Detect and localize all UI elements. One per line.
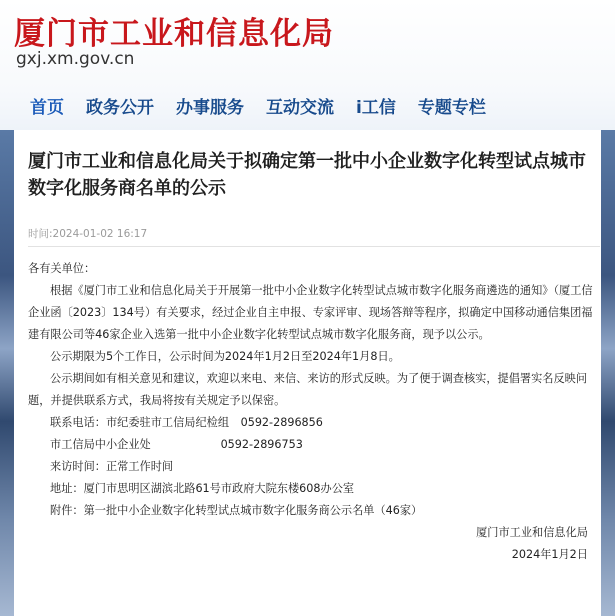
divider <box>28 246 600 247</box>
contact-line-2 <box>28 434 594 456</box>
nav-item-i-gongxin[interactable]: i工信 <box>356 98 396 118</box>
address: 地址：厦门市思明区湖滨北路61号市政府大院东楼608办公室 <box>50 482 355 495</box>
signature-date: 2024年1月2日 <box>511 548 588 561</box>
site-domain: gxj.xm.gov.cn <box>16 49 135 69</box>
paragraph-basis: 根据《厦门市工业和信息化局关于开展第一批中小企业数字化转型试点城市数字化服务商遴选的通知》（厦工信企业函〔2023〕134号）有关要求，经过企业自主申报、专家评审、现场答辩等程序，拟确定中国移动通信集团福建有限公司等46家企业入选第一批中小企业数字化转型试点城市数字化服务商，现予以公示。 <box>28 284 593 341</box>
nav-item-services[interactable]: 办事服务 <box>176 98 244 118</box>
nav-item-home[interactable]: 首页 <box>30 98 64 118</box>
article-body <box>28 258 594 566</box>
signature-org: 厦门市工业和信息化局 <box>476 526 588 539</box>
contact-1-phone: 0592-2896856 <box>240 416 323 429</box>
site-header <box>0 0 615 130</box>
paragraph-period: 公示期限为5个工作日，公示时间为2024年1月2日至2024年1月8日。 <box>50 350 400 363</box>
salutation: 各有关单位： <box>28 262 96 275</box>
contact-2-label: 市工信局中小企业处 <box>50 438 151 451</box>
background-photo-right <box>601 130 615 616</box>
nav-item-interaction[interactable]: 互动交流 <box>266 98 334 118</box>
visit-time: 来访时间：正常工作时间 <box>50 460 174 473</box>
site-logo-title[interactable]: 厦门市工业和信息化局 <box>14 16 334 52</box>
article-title: 厦门市工业和信息化局关于拟确定第一批中小企业数字化转型试点城市数字化服务商名单的公示 <box>28 151 586 199</box>
article-panel <box>14 130 601 616</box>
main-nav <box>30 93 508 117</box>
attachment-link[interactable]: 附件：第一批中小企业数字化转型试点城市数字化服务商公示名单（46家） <box>50 504 423 517</box>
background-photo-left <box>0 130 14 616</box>
nav-item-gov-affairs[interactable]: 政务公开 <box>86 98 154 118</box>
nav-item-special-topics[interactable]: 专题专栏 <box>417 98 486 118</box>
paragraph-feedback: 公示期间如有相关意见和建议，欢迎以来电、来信、来访的形式反映。为了便于调查核实，提倡署实名反映问题，并提供联系方式，我局将按有关规定予以保密。 <box>28 372 588 407</box>
publish-time: 时间:2024-01-02 16:17 <box>28 228 148 240</box>
contact-2-phone: 0592-2896753 <box>220 438 303 451</box>
contact-1-label: 联系电话：市纪委驻市工信局纪检组 <box>50 416 230 429</box>
contact-line-1 <box>28 412 594 434</box>
